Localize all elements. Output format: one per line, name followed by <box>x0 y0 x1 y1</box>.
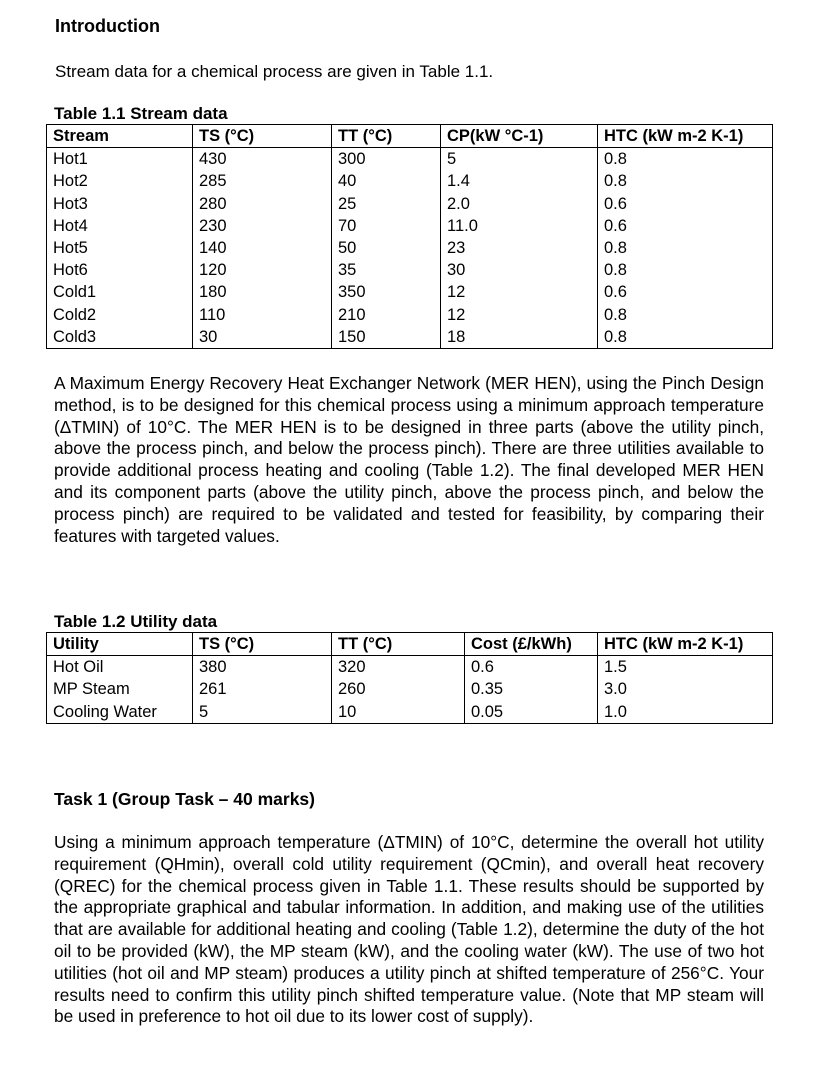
table-cell-htc: 3.0 <box>598 678 773 700</box>
table-cell-supply-temp: 280 <box>193 193 332 215</box>
table-cell-target-temp: 70 <box>332 215 441 237</box>
table-cell-cost: 0.6 <box>465 656 598 679</box>
table-row <box>47 215 773 237</box>
description-paragraph: A Maximum Energy Recovery Heat Exchanger Network (MER HEN), using the Pinch Design method, is to be designed for this chemical process using a minimum approach temperature (ΔTMIN) of 10°C. The MER HEN is to be designed in three parts (above the utility pinch, above the process pinch, and below the process pinch). There are three utilities available to provide additional process heating and cooling (Table 1.2). The final developed MER HEN and its component parts (above the utility pinch, above the process pinch, and below the process pinch) are required to be validated and tested for feasibility, by comparing their features with targeted values. <box>54 373 764 546</box>
table-cell-supply-temp: 30 <box>193 326 332 349</box>
table-header-row <box>47 633 773 656</box>
table-cell-htc: 0.8 <box>598 237 773 259</box>
table-cell-heat-capacity: 18 <box>441 326 598 349</box>
intro-sentence: Stream data for a chemical process are given in Table 1.1. <box>55 62 494 81</box>
table-cell-stream: Hot3 <box>47 193 193 215</box>
table-cell-utility: Cooling Water <box>47 701 193 724</box>
table-cell-target-temp: 10 <box>332 701 465 724</box>
column-header-htc: HTC (kW m-2 K-1) <box>598 633 773 656</box>
table-cell-utility: Hot Oil <box>47 656 193 679</box>
table-cell-heat-capacity: 12 <box>441 304 598 326</box>
table-row <box>47 259 773 281</box>
table-cell-heat-capacity: 30 <box>441 259 598 281</box>
table-cell-supply-temp: 380 <box>193 656 332 679</box>
column-header-cost: Cost (£/kWh) <box>465 633 598 656</box>
table-cell-supply-temp: 430 <box>193 148 332 171</box>
table-cell-stream: Cold1 <box>47 281 193 303</box>
table-header-row <box>47 125 773 148</box>
column-header-utility: Utility <box>47 633 193 656</box>
table-cell-heat-capacity: 12 <box>441 281 598 303</box>
table-cell-supply-temp: 120 <box>193 259 332 281</box>
table-cell-stream: Hot6 <box>47 259 193 281</box>
column-header-heat-capacity: CP(kW °C-1) <box>441 125 598 148</box>
table-cell-supply-temp: 5 <box>193 701 332 724</box>
utility-data-table <box>46 632 773 724</box>
table-cell-htc: 0.8 <box>598 304 773 326</box>
table-cell-target-temp: 50 <box>332 237 441 259</box>
table-cell-target-temp: 40 <box>332 170 441 192</box>
table-cell-htc: 0.8 <box>598 170 773 192</box>
column-header-supply-temp: TS (°C) <box>193 125 332 148</box>
table-cell-stream: Cold2 <box>47 304 193 326</box>
table-cell-supply-temp: 140 <box>193 237 332 259</box>
table-cell-htc: 1.0 <box>598 701 773 724</box>
table-cell-supply-temp: 180 <box>193 281 332 303</box>
table1-caption: Table 1.1 Stream data <box>54 104 228 123</box>
table-cell-htc: 0.8 <box>598 148 773 171</box>
table-cell-htc: 0.8 <box>598 326 773 349</box>
table-cell-target-temp: 35 <box>332 259 441 281</box>
column-header-target-temp: TT (°C) <box>332 633 465 656</box>
stream-data-table <box>46 124 773 349</box>
table-cell-heat-capacity: 5 <box>441 148 598 171</box>
column-header-target-temp: TT (°C) <box>332 125 441 148</box>
table-cell-htc: 0.6 <box>598 281 773 303</box>
table-row <box>47 326 773 349</box>
table2-caption: Table 1.2 Utility data <box>54 612 218 631</box>
table-cell-supply-temp: 285 <box>193 170 332 192</box>
table-row <box>47 678 773 700</box>
table-cell-target-temp: 210 <box>332 304 441 326</box>
table-cell-heat-capacity: 11.0 <box>441 215 598 237</box>
column-header-stream: Stream <box>47 125 193 148</box>
table-row <box>47 237 773 259</box>
table-row <box>47 701 773 724</box>
table-cell-utility: MP Steam <box>47 678 193 700</box>
table-cell-target-temp: 320 <box>332 656 465 679</box>
table-row <box>47 281 773 303</box>
table-cell-target-temp: 150 <box>332 326 441 349</box>
table-cell-target-temp: 300 <box>332 148 441 171</box>
table-row <box>47 170 773 192</box>
table-cell-stream: Hot4 <box>47 215 193 237</box>
table-cell-stream: Hot1 <box>47 148 193 171</box>
section-heading: Introduction <box>55 16 160 36</box>
table-cell-target-temp: 260 <box>332 678 465 700</box>
table-cell-heat-capacity: 1.4 <box>441 170 598 192</box>
column-header-supply-temp: TS (°C) <box>193 633 332 656</box>
table-row <box>47 656 773 679</box>
table-cell-stream: Hot2 <box>47 170 193 192</box>
table-cell-supply-temp: 230 <box>193 215 332 237</box>
table-cell-cost: 0.35 <box>465 678 598 700</box>
table-cell-stream: Cold3 <box>47 326 193 349</box>
table-cell-htc: 1.5 <box>598 656 773 679</box>
table-row <box>47 304 773 326</box>
table-cell-cost: 0.05 <box>465 701 598 724</box>
table-cell-heat-capacity: 23 <box>441 237 598 259</box>
table-cell-supply-temp: 110 <box>193 304 332 326</box>
table-cell-htc: 0.8 <box>598 259 773 281</box>
task-paragraph: Using a minimum approach temperature (ΔTMIN) of 10°C, determine the overall hot utility requirement (QHmin), overall cold utility requirement (QCmin), and overall heat recovery (QREC) for the chemical process given in Table 1.1. These results should be supported by the appropriate graphical and tabular information. In addition, and making use of the utilities that are available for additional heating and cooling (Table 1.2), determine the duty of the hot oil to be provided (kW), the MP steam (kW), and the cooling water (kW). The use of two hot utilities (hot oil and MP steam) produces a utility pinch at shifted temperature of 256°C. Your results need to confirm this utility pinch shifted temperature value. (Note that MP steam will be used in preference to hot oil due to its lower cost of supply). <box>54 832 764 1027</box>
column-header-htc: HTC (kW m-2 K-1) <box>598 125 773 148</box>
task-heading: Task 1 (Group Task – 40 marks) <box>54 789 315 809</box>
table-cell-target-temp: 350 <box>332 281 441 303</box>
table-cell-heat-capacity: 2.0 <box>441 193 598 215</box>
table-row <box>47 193 773 215</box>
table-cell-supply-temp: 261 <box>193 678 332 700</box>
table-row <box>47 148 773 171</box>
table-cell-htc: 0.6 <box>598 193 773 215</box>
table-cell-stream: Hot5 <box>47 237 193 259</box>
table-cell-target-temp: 25 <box>332 193 441 215</box>
table-cell-htc: 0.6 <box>598 215 773 237</box>
